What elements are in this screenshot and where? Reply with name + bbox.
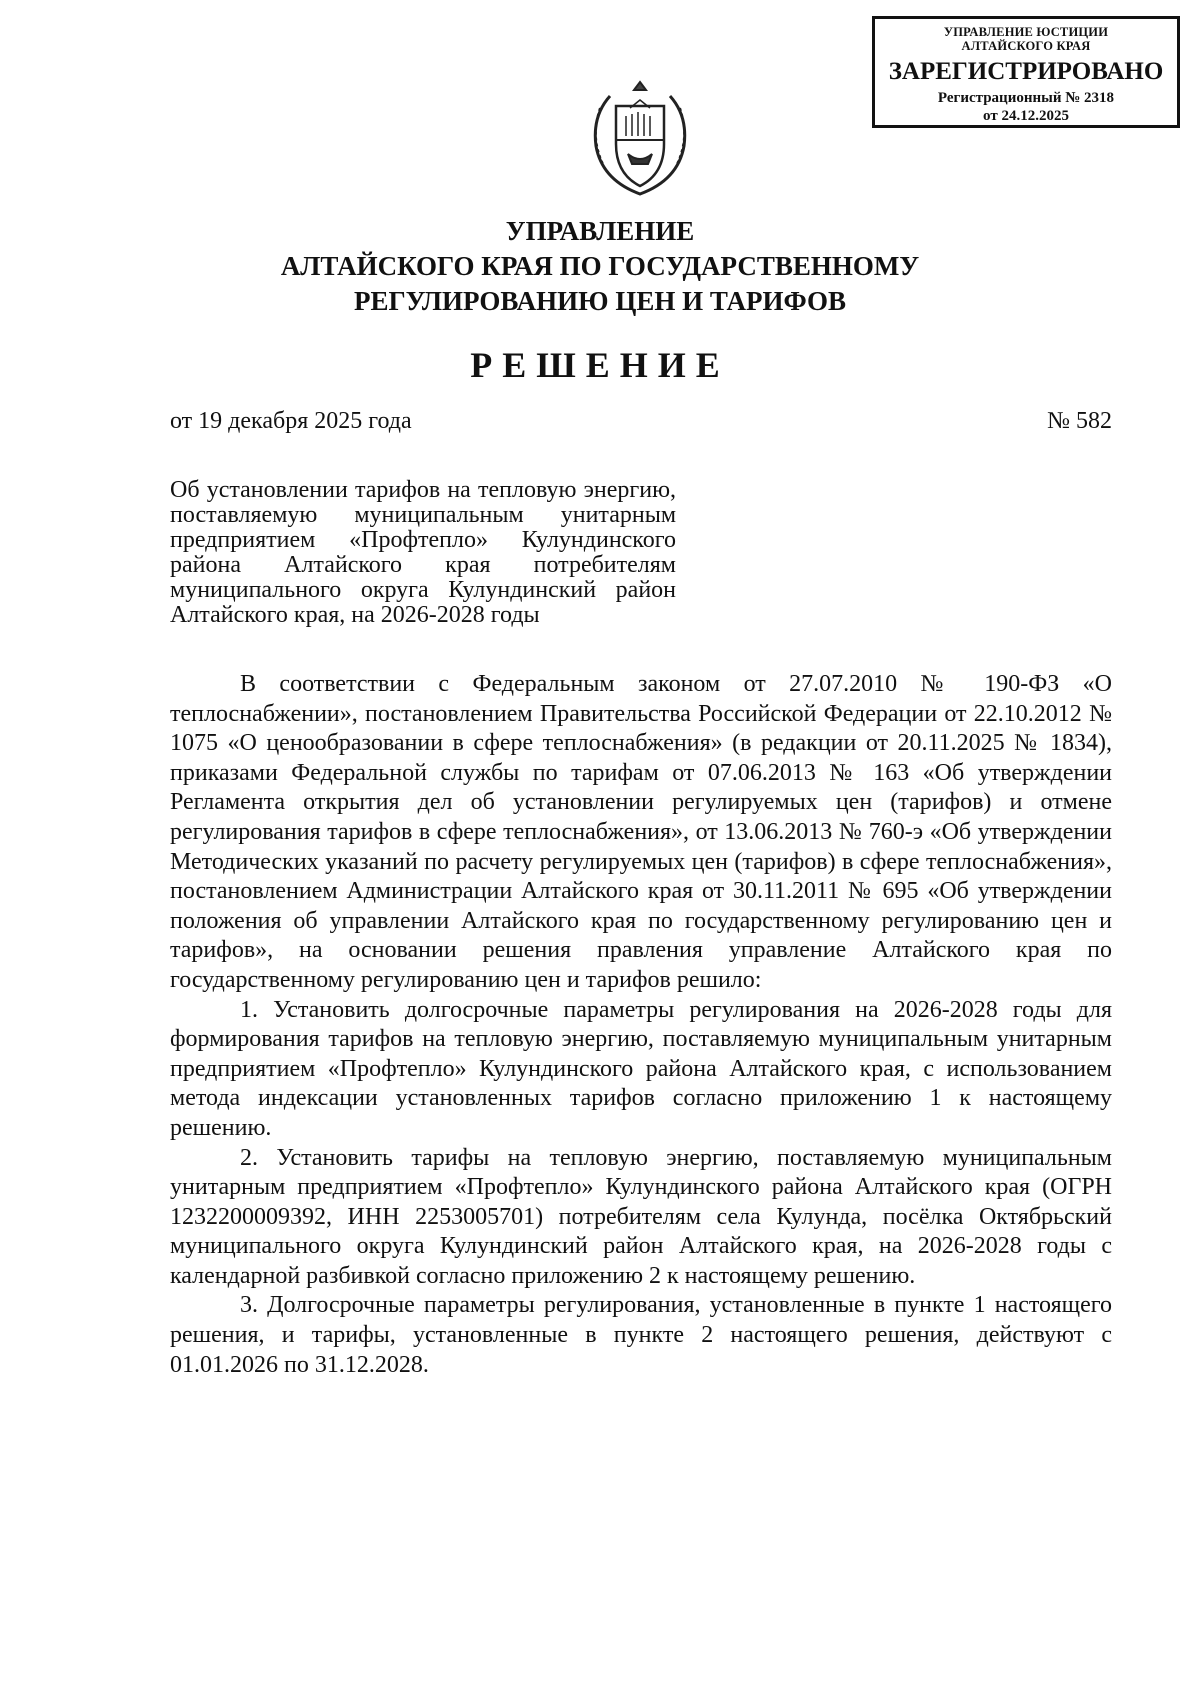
organization-name <box>200 214 1000 319</box>
item-1-paragraph: 1. Установить долгосрочные параметры регулирования на 2026-2028 годы для формирования тарифов на тепловую энергию, поставляемую муниципальным унитарным предприятием «Профтепло» Кулундинского района Алтайского края, с использованием метода индексации установленных тарифов согласно приложению 1 к настоящему решению. <box>170 996 1112 1141</box>
org-line-1: УПРАВЛЕНИЕ <box>505 216 695 246</box>
document-number: № 582 <box>1047 408 1112 434</box>
stamp-reg-number: Регистрационный № 2318 <box>937 90 1115 106</box>
coat-of-arms-icon <box>580 78 700 198</box>
document-subject: Об установлении тарифов на тепловую энергию, поставляемую муниципальным унитарным предприятием «Профтепло» Кулундинского района Алтайского края потребителям муниципального округа Кулундинский район Алтайского края, на 2026-2028 годы <box>170 477 676 628</box>
stamp-reg-date: от 24.12.2025 <box>983 108 1069 124</box>
document-body <box>170 670 1112 1380</box>
document-type-title: РЕШЕНИЕ <box>470 345 730 385</box>
item-2-paragraph: 2. Установить тарифы на тепловую энергию, поставляемую муниципальным унитарным предприятием «Профтепло» Кулундинского района Алтайского края (ОГРН 1232200009392, ИНН 2253005701) потребителям села Кулунда, посёлка Октябрьский муниципального округа Кулундинский район Алтайского края, на 2026-2028 годы с календарной разбивкой согласно приложению 2 к настоящему решению. <box>170 1144 1112 1289</box>
org-line-2: АЛТАЙСКОГО КРАЯ ПО ГОСУДАРСТВЕННОМУ <box>280 251 920 281</box>
registration-stamp <box>872 16 1180 128</box>
stamp-authority-line2: АЛТАЙСКОГО КРАЯ <box>961 39 1091 53</box>
preamble-paragraph: В соответствии с Федеральным законом от 27.07.2010 № 190-ФЗ «О теплоснабжении», постановлением Правительства Российской Федерации от 22.10.2012 № 1075 «О ценообразовании в сфере теплоснабжения» (в редакции от 20.11.2025 № 1834), приказами Федеральной службы по тарифам от 07.06.2013 № 163 «Об утверждении Регламента открытия дел об установлении регулируемых цен (тарифов) и отмене регулирования тарифов в сфере теплоснабжения», от 13.06.2013 № 760-э «Об утверждении Методических указаний по расчету регулируемых цен (тарифов) в сфере теплоснабжения», постановлением Администрации Алтайского края от 30.11.2011 № 695 «Об утверждении положения об управлении Алтайского края по государственному регулированию цен и тарифов», на основании решения правления управление Алтайского края по государственному регулированию цен и тарифов решило: <box>170 671 1112 993</box>
document-date: от 19 декабря 2025 года <box>170 408 412 434</box>
stamp-status: ЗАРЕГИСТРИРОВАНО <box>888 58 1164 85</box>
org-line-3: РЕГУЛИРОВАНИЮ ЦЕН И ТАРИФОВ <box>353 286 847 316</box>
item-3-paragraph: 3. Долгосрочные параметры регулирования, установленные в пункте 1 настоящего решения, и тарифы, установленные в пункте 2 настоящего решения, действуют с 01.01.2026 по 31.12.2028. <box>170 1292 1112 1378</box>
stamp-authority-line1: УПРАВЛЕНИЕ ЮСТИЦИИ <box>943 25 1109 39</box>
